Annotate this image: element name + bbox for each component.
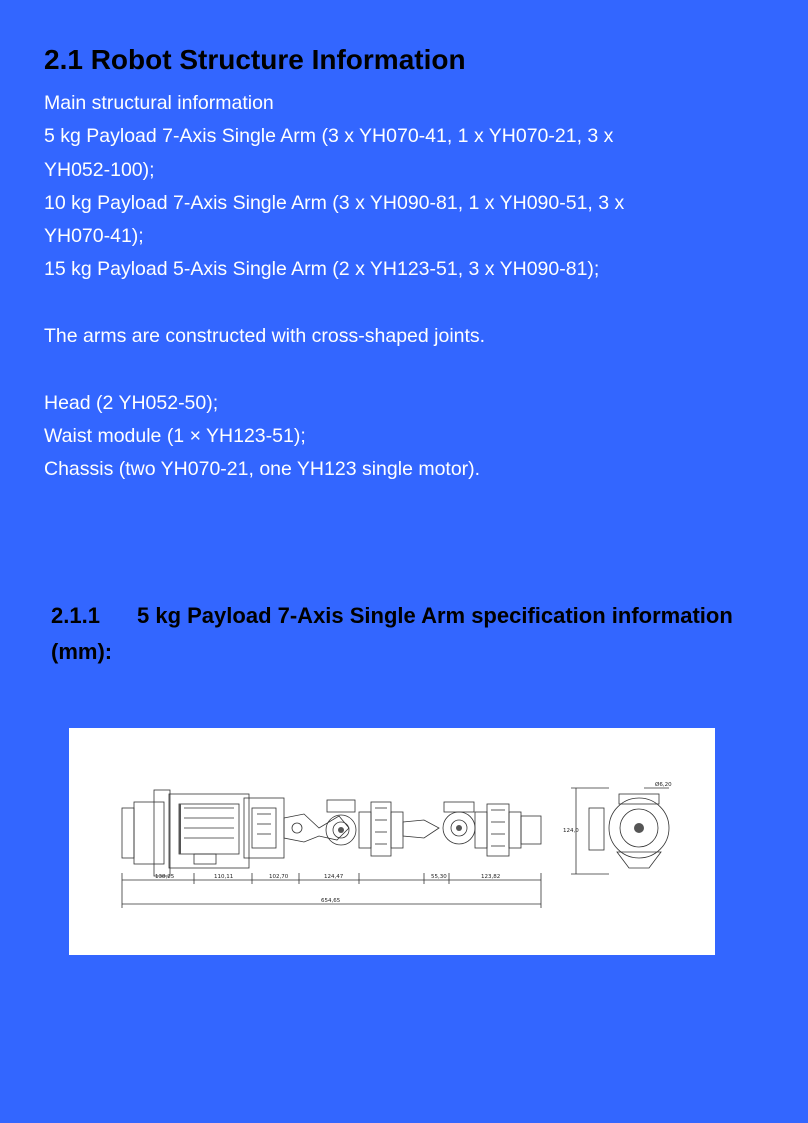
text-line: Main structural information xyxy=(44,92,274,114)
arm-technical-drawing xyxy=(69,728,715,955)
text-line: Head (2 YH052-50); xyxy=(44,391,219,414)
dim-label: 110,11 xyxy=(214,874,234,880)
height-label: 124,0 xyxy=(563,828,579,834)
text-line xyxy=(44,287,704,320)
text-line: Waist module (1 × YH123-51); xyxy=(44,424,306,447)
subsection-heading xyxy=(51,598,781,670)
dim-label: 124,47 xyxy=(324,874,344,880)
text-line: 5 kg Payload 7-Axis Single Arm (3 x YH070-41, 1 x YH070-21, 3 x xyxy=(44,125,614,148)
subsection-title: 5 kg Payload 7-Axis Single Arm specification information (mm): xyxy=(51,603,733,664)
dim-label: 55,30 xyxy=(431,874,447,880)
text-line: YH052-100); xyxy=(44,158,155,181)
text-line: The arms are constructed with cross-shaped joints. xyxy=(44,325,486,348)
dim-label: 102,70 xyxy=(269,874,289,880)
dim-label: 138,25 xyxy=(155,874,175,880)
section-title: 2.1 Robot Structure Information xyxy=(44,44,466,75)
subsection-number: 2.1.1 xyxy=(51,603,100,628)
structure-text xyxy=(44,87,704,487)
arm-drawing-figure xyxy=(69,728,715,955)
text-line: 15 kg Payload 5-Axis Single Arm (2 x YH123-51, 3 x YH090-81); xyxy=(44,258,600,281)
text-line: Chassis (two YH070-21, one YH123 single motor). xyxy=(44,458,481,481)
text-line: 10 kg Payload 7-Axis Single Arm (3 x YH090-81, 1 x YH090-51, 3 x xyxy=(44,191,625,214)
text-line: YH070-41); xyxy=(44,225,144,248)
total-length-label: 654,65 xyxy=(321,898,341,904)
diameter-label: Ø6,20 xyxy=(655,782,672,788)
dim-label: 123,82 xyxy=(481,874,501,880)
text-line xyxy=(44,353,704,386)
